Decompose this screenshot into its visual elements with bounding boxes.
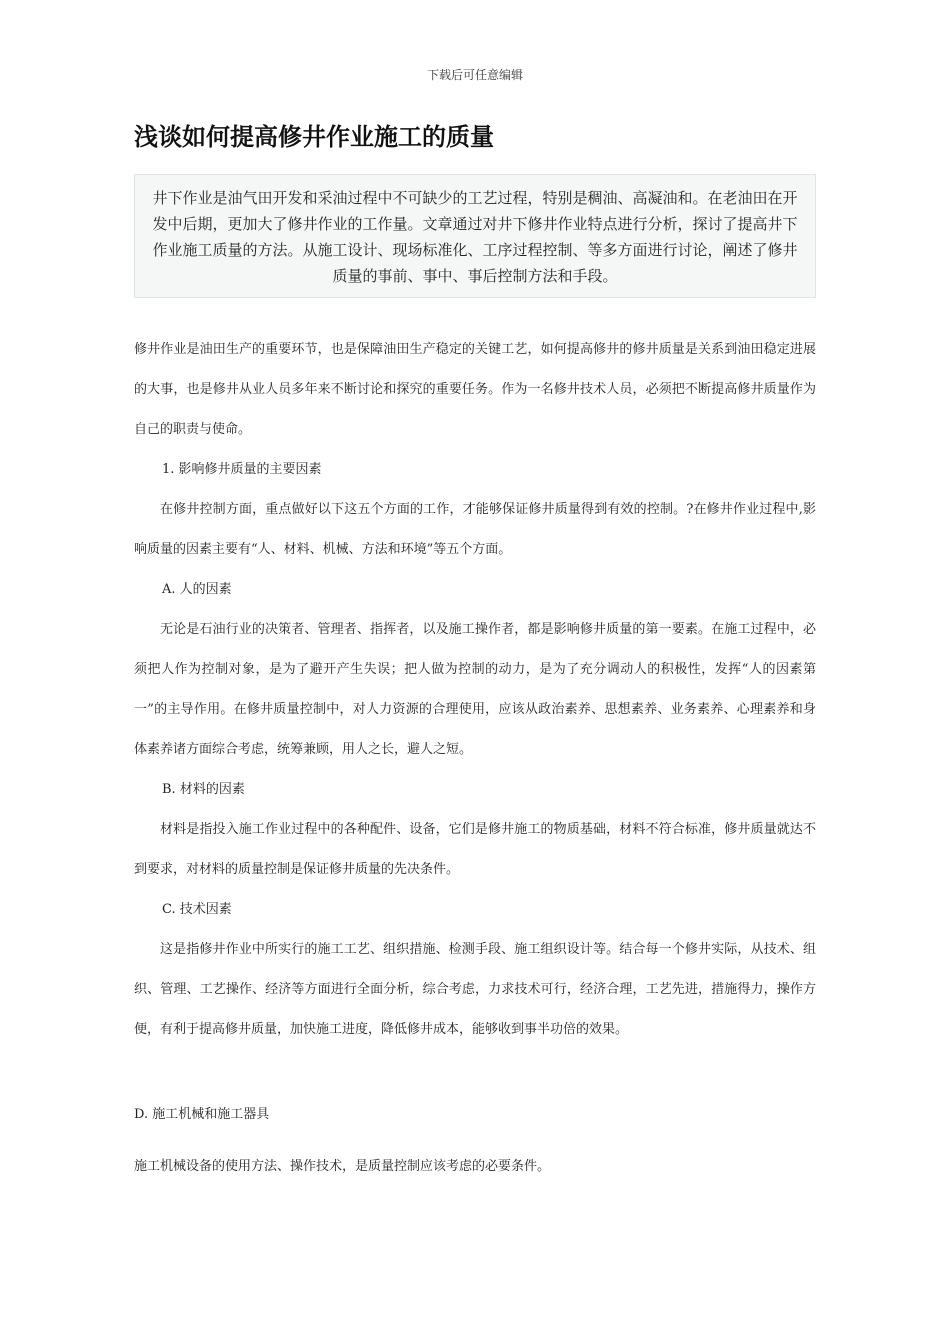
section-heading-material: B. 材料的因素	[162, 782, 245, 797]
section-heading-machinery: D. 施工机械和施工器具	[134, 1107, 270, 1122]
section-heading-technique: C. 技术因素	[162, 902, 232, 917]
article-body	[134, 330, 816, 1050]
header-note: 下载后可任意编辑	[426, 68, 523, 82]
intro-paragraph: 修井作业是油田生产的重要环节，也是保障油田生产稳定的关键工艺，如何提高修井的修井质量是关系到油田稳定进展的大事，也是修井从业人员多年来不断讨论和探究的重要任务。作为一名修井技术人员，必须把不断提高修井质量作为自己的职责与使命。	[134, 342, 816, 437]
abstract-text: 井下作业是油气田开发和采油过程中不可缺少的工艺过程，特别是稠油、高凝油和。在老油田在开发中后期，更加大了修井作业的工作量。文章通过对井下修井作业特点进行分析，探讨了提高井下作业施工质量的方法。从施工设计、现场标准化、工序过程控制、等多方面进行讨论，阐述了修井质量的事前、事中、事后控制方法和手段。	[152, 189, 798, 285]
section-heading-human: A. 人的因素	[162, 582, 232, 597]
document-title: 浅谈如何提高修井作业施工的质量	[134, 122, 494, 151]
section-paragraph-machinery: 施工机械设备的使用方法、操作技术，是质量控制应该考虑的必要条件。	[134, 1159, 551, 1174]
section-heading-factors: 1. 影响修井质量的主要因素	[162, 462, 322, 477]
section-paragraph-material: 材料是指投入施工作业过程中的各种配件、设备，它们是修井施工的物质基础，材料不符合标准，修井质量就达不到要求，对材料的质量控制是保证修井质量的先决条件。	[134, 822, 816, 877]
section-paragraph-human: 无论是石油行业的决策者、管理者、指挥者，以及施工操作者，都是影响修井质量的第一要素。在施工过程中，必须把人作为控制对象，是为了避开产生失误；把人做为控制的动力，是为了充分调动人的积极性，发挥“人的因素第一”的主导作用。在修井质量控制中，对人力资源的合理使用，应该从政治素养、思想素养、业务素养、心理素养和身体素养诸方面综合考虑，统筹兼顾，用人之长，避人之短。	[134, 622, 816, 757]
section-paragraph-factors: 在修井控制方面，重点做好以下这五个方面的工作，才能够保证修井质量得到有效的控制。?在修井作业过程中,影响质量的因素主要有“人、材料、机械、方法和环境”等五个方面。	[134, 502, 816, 557]
section-paragraph-technique: 这是指修井作业中所实行的施工工艺、组织措施、检测手段、施工组织设计等。结合每一个修井实际，从技术、组织、管理、工艺操作、经济等方面进行全面分析，综合考虑，力求技术可行，经济合理，工艺先进，措施得力，操作方便，有利于提高修井质量，加快施工进度，降低修井成本，能够收到事半功倍的效果。	[134, 942, 816, 1037]
abstract-box	[134, 174, 816, 298]
